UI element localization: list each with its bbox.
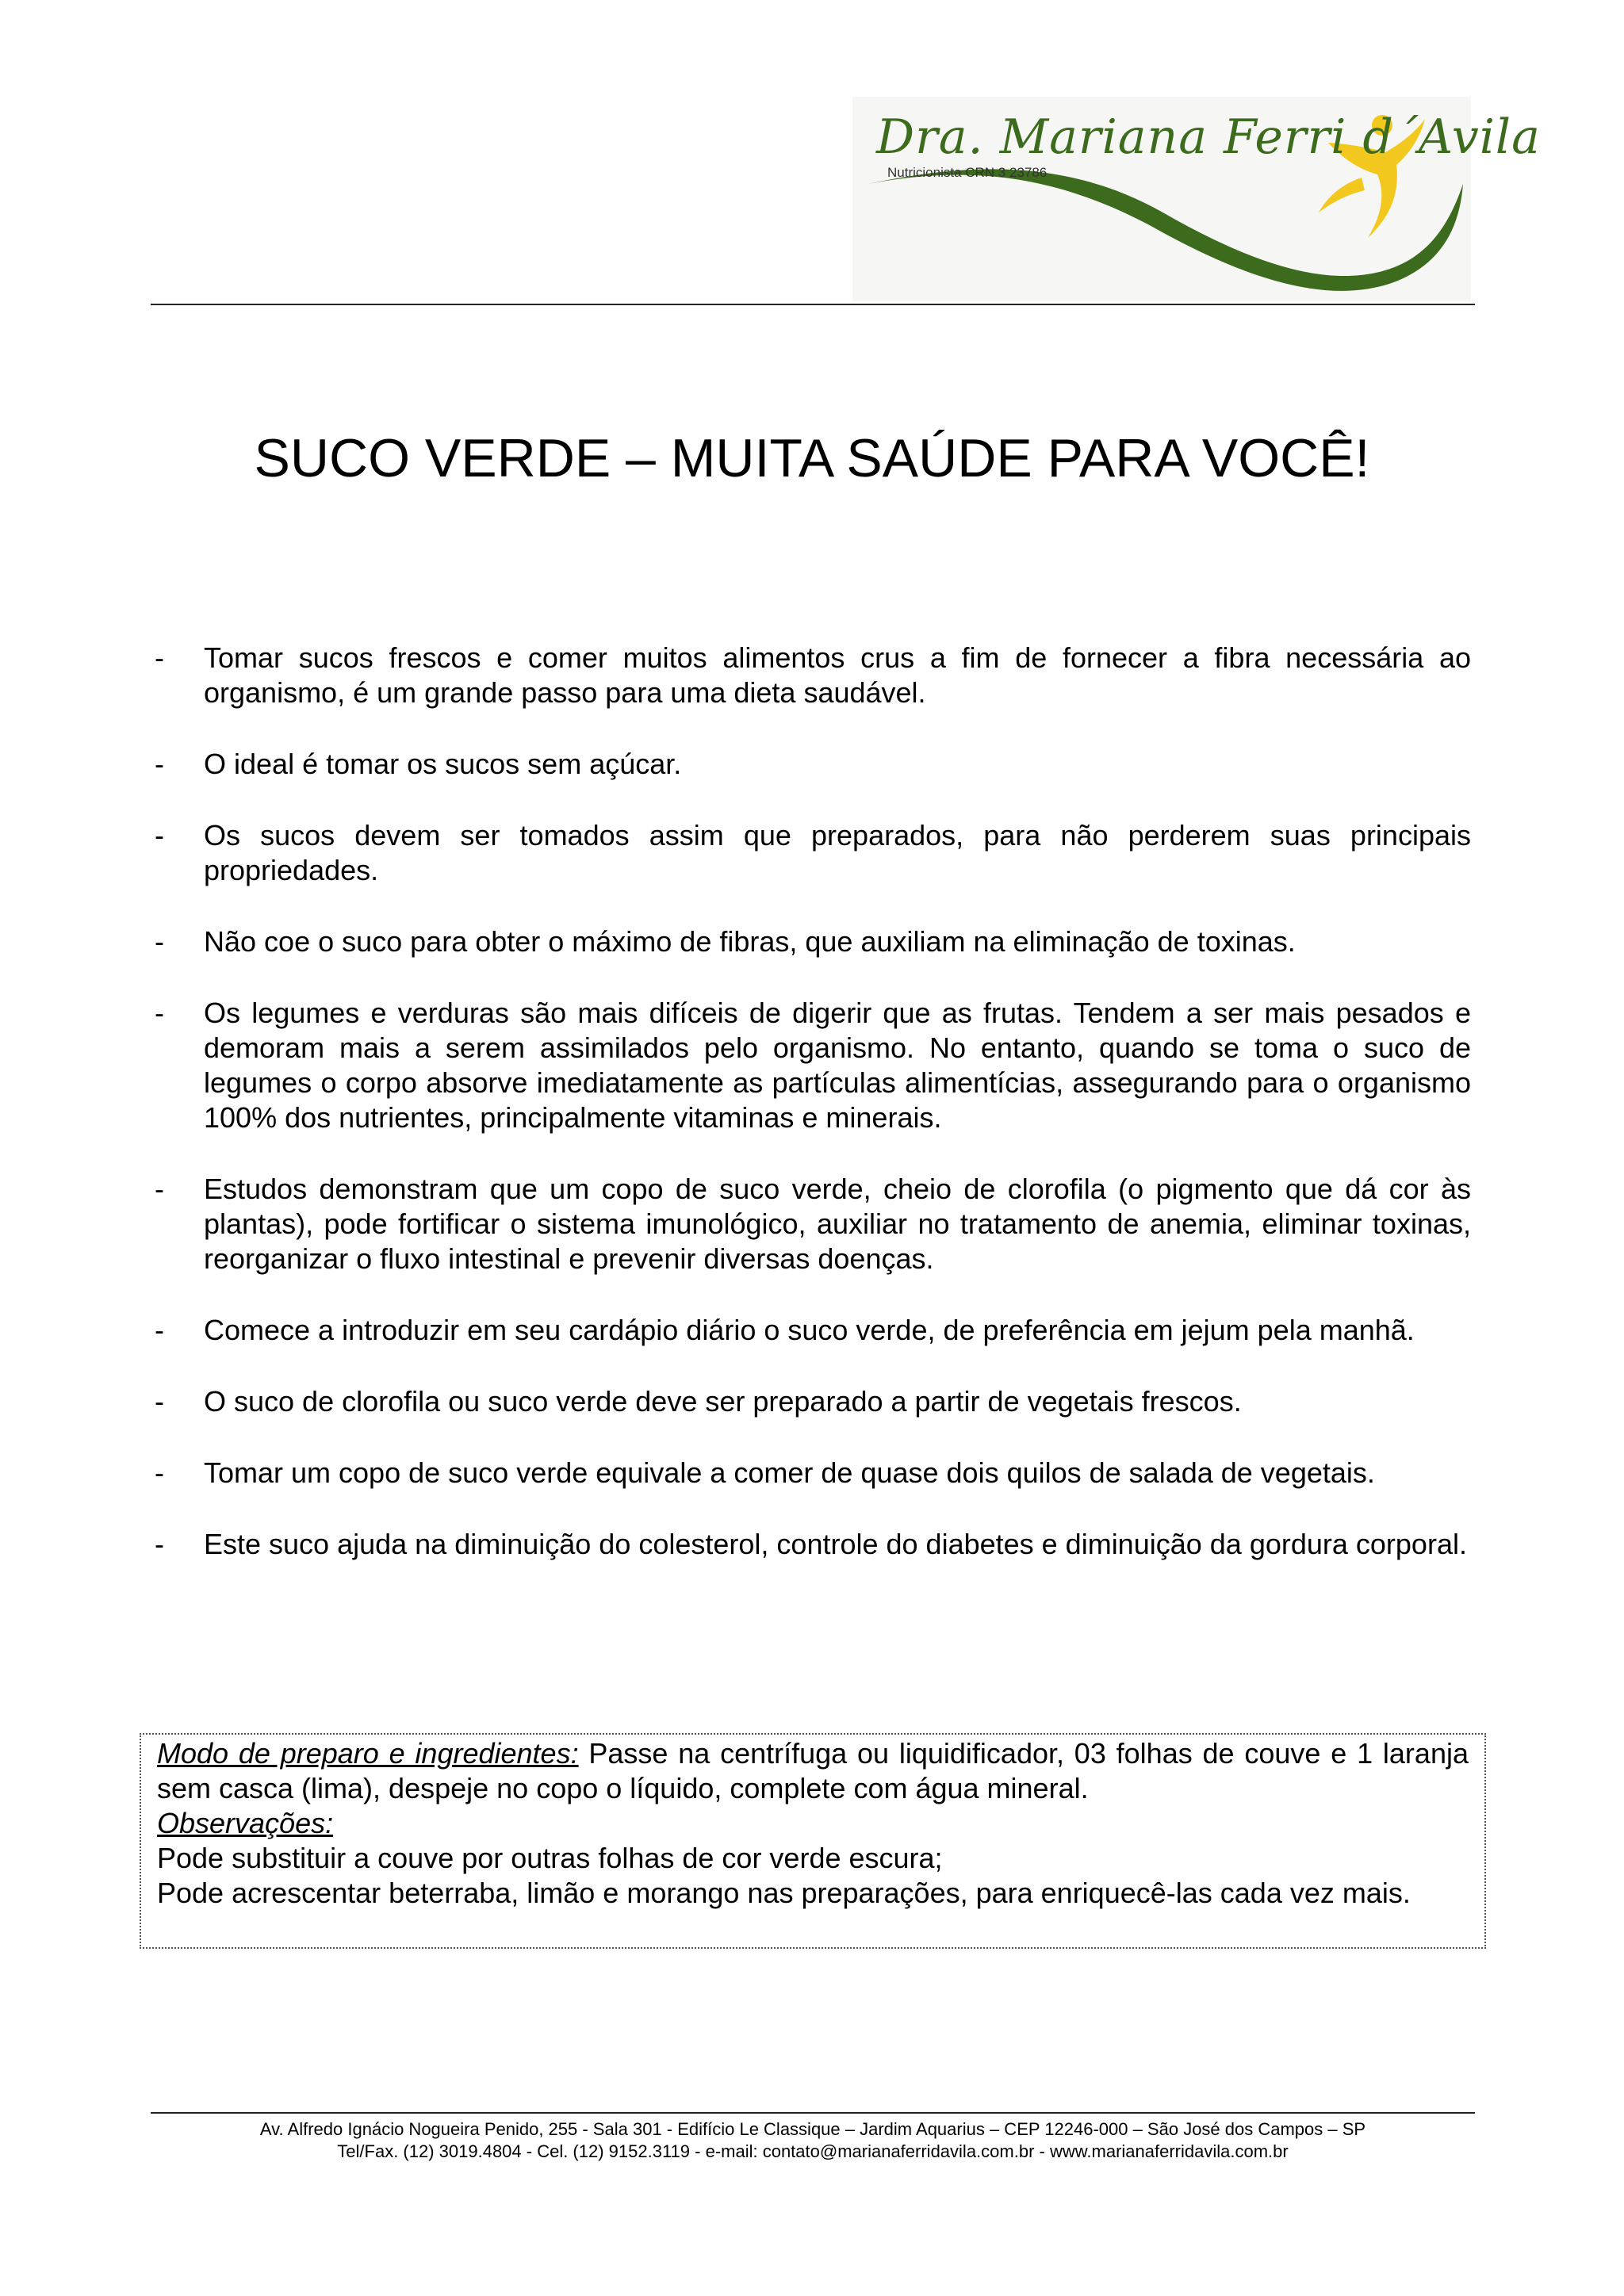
bullet-marker: - (155, 1385, 164, 1418)
bullet-marker: - (155, 1456, 164, 1489)
bullet-text: Este suco ajuda na diminuição do colesterol, controle do diabetes e diminuição da gordura corporal. (204, 1528, 1467, 1560)
list-item (155, 1456, 1471, 1490)
preparo-label: Modo de preparo e ingredientes: (157, 1737, 579, 1770)
preparo-text: Passe na centrífuga ou liquidificador, 03 folhas de couve e 1 laranja sem casca (lima), despeje no copo o líquido, complete com água mineral. (157, 1737, 1469, 1804)
bullet-marker: - (155, 997, 164, 1029)
bullet-marker: - (155, 748, 164, 780)
bullet-marker: - (155, 925, 164, 958)
bullet-text: Tomar um copo de suco verde equivale a comer de quase dois quilos de salada de vegetais. (204, 1456, 1375, 1489)
page-title: SUCO VERDE – MUITA SAÚDE PARA VOCÊ! (254, 428, 1370, 488)
bullet-list (155, 641, 1471, 1598)
bullet-text: Tomar sucos frescos e comer muitos alimentos crus a fim de fornecer a fibra necessária ao organismo, é um grande passo para uma dieta saudável. (204, 641, 1471, 709)
footer (151, 2118, 1475, 2163)
bullet-marker: - (155, 1528, 164, 1560)
logo-name: Dra. Mariana Ferri d´Avila (876, 109, 1541, 165)
logo-subtitle: Nutricionista CRN 3 23786 (887, 165, 1048, 180)
list-item (155, 1313, 1471, 1348)
footer-address: Av. Alfredo Ignácio Nogueira Penido, 255 - Sala 301 - Edifício Le Classique – Jardim Aquarius – CEP 12246-000 – São José dos Campos – SP (259, 2119, 1366, 2139)
bullet-text: Estudos demonstram que um copo de suco verde, cheio de clorofila (o pigmento que dá cor às plantas), pode fortificar o sistema imunológico, auxiliar no tratamento de anemia, eliminar toxinas, reorganizar o fluxo intestinal e prevenir diversas doenças. (204, 1173, 1471, 1275)
footer-divider (151, 2112, 1475, 2114)
footer-contact: Tel/Fax. (12) 3019.4804 - Cel. (12) 9152.3119 - e-mail: contato@marianaferridavila.com.br - www.marianaferridavila.com.br (337, 2141, 1289, 2161)
bullet-text: O suco de clorofila ou suco verde deve ser preparado a partir de vegetais frescos. (204, 1385, 1242, 1418)
observacao-item: Pode substituir a couve por outras folhas de cor verde escura; (157, 1842, 943, 1874)
bullet-text: O ideal é tomar os sucos sem açúcar. (204, 748, 682, 780)
bullet-text: Os legumes e verduras são mais difíceis de digerir que as frutas. Tendem a ser mais pesados e demoram mais a serem assimilados pelo organismo. No entanto, quando se toma o suco de legumes o corpo absorve imediatamente as partículas alimentícias, assegurando para o organismo 100% dos nutrientes, principalmente vitaminas e minerais. (204, 997, 1471, 1134)
header-divider (151, 304, 1475, 305)
preparo-paragraph (157, 1736, 1469, 1806)
observacoes-heading (157, 1806, 1469, 1841)
observacao-item: Pode acrescentar beterraba, limão e morango nas preparações, para enriquecê-las cada vez mais. (157, 1877, 1411, 1909)
bullet-marker: - (155, 1173, 164, 1205)
list-item (155, 924, 1471, 959)
list-item (155, 996, 1471, 1135)
bullet-marker: - (155, 819, 164, 851)
list-item (155, 818, 1471, 888)
list-item (155, 641, 1471, 710)
bullet-marker: - (155, 641, 164, 674)
list-item (155, 1172, 1471, 1276)
bullet-text: Não coe o suco para obter o máximo de fibras, que auxiliam na eliminação de toxinas. (204, 925, 1296, 958)
logo (852, 97, 1541, 301)
list-item (155, 747, 1471, 782)
list-item (155, 1384, 1471, 1419)
recipe-box (140, 1733, 1486, 1949)
list-item (155, 1527, 1471, 1562)
bullet-text: Comece a introduzir em seu cardápio diário o suco verde, de preferência em jejum pela manhã. (204, 1314, 1415, 1346)
bullet-text: Os sucos devem ser tomados assim que preparados, para não perderem suas principais propriedades. (204, 819, 1471, 886)
observacoes-label: Observações: (157, 1807, 334, 1839)
bullet-marker: - (155, 1314, 164, 1346)
